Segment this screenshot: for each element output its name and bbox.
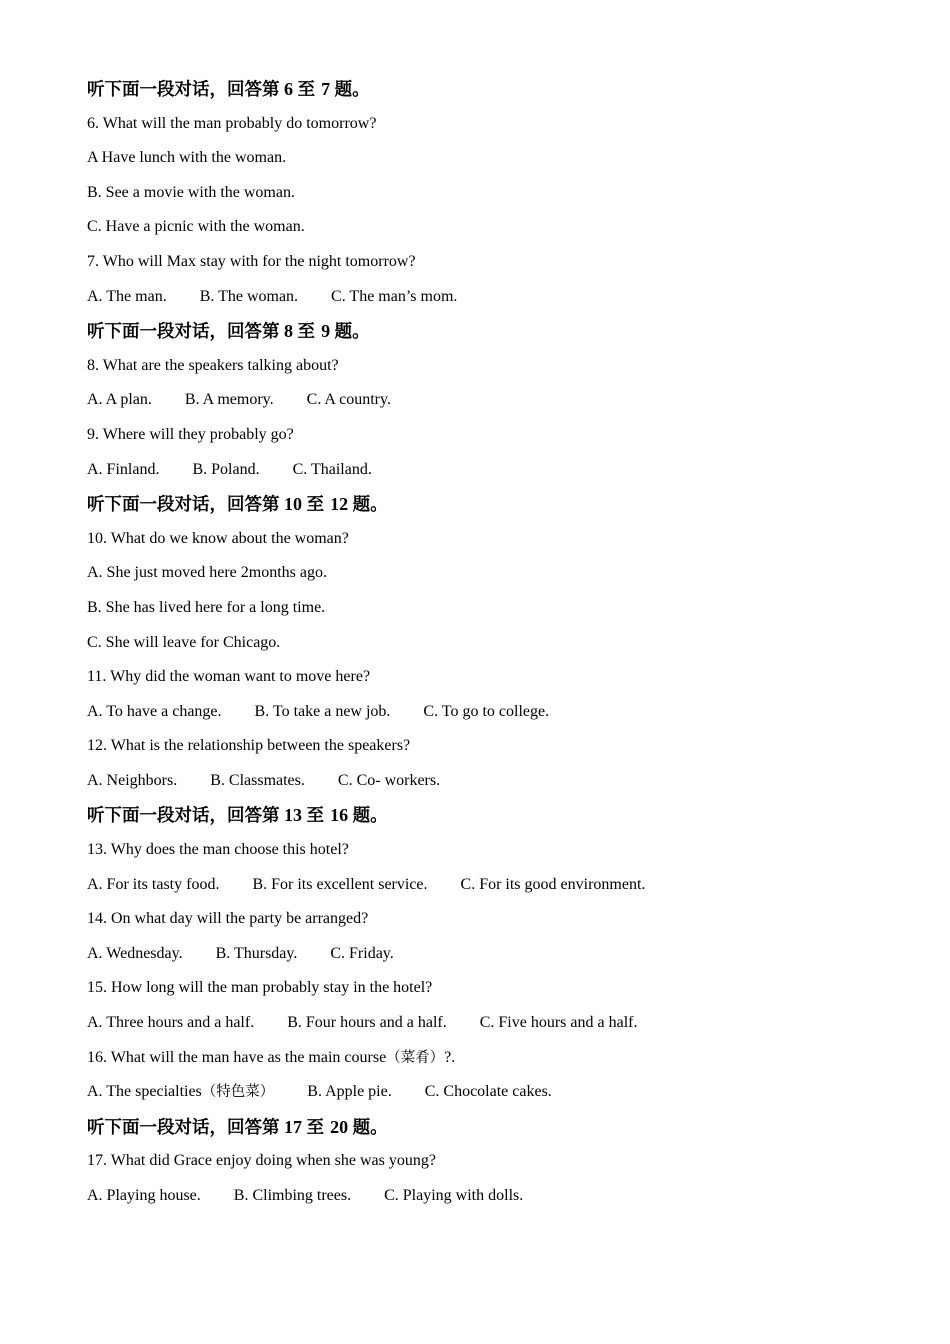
answer-option: B. The woman. — [199, 287, 299, 305]
heading-part-a: 8 — [279, 321, 298, 342]
heading-part-post: 题。 — [352, 1117, 388, 1138]
answer-option: C. Playing with dolls. — [384, 1187, 524, 1204]
heading-part-b: 9 — [321, 321, 335, 342]
heading-part-a: 6 — [279, 79, 298, 99]
options-row — [87, 937, 887, 972]
options-row — [87, 280, 887, 315]
options-row — [87, 453, 887, 488]
heading-part-mid: 至 — [306, 1117, 331, 1138]
section-heading — [87, 487, 887, 522]
answer-option: A. To have a change. — [87, 702, 222, 720]
answer-option: C. For its good environment. — [460, 875, 646, 893]
heading-part-post: 题。 — [334, 80, 370, 100]
answer-option: C. The man’s mom. — [331, 287, 458, 305]
answer-option: B. Apple pie. — [307, 1083, 392, 1101]
answer-option: A. Playing house. — [87, 1187, 201, 1204]
heading-part-b: 12 — [330, 494, 353, 515]
answer-option: B. For its excellent service. — [252, 875, 428, 893]
heading-part-b: 16 — [330, 805, 353, 826]
options-row — [87, 1006, 887, 1041]
answer-option: A. The specialties（特色菜） — [87, 1083, 275, 1101]
document-page — [87, 72, 887, 1214]
heading-part-mid: 至 — [306, 495, 331, 516]
heading-part-pre: 听下面一段对话，回答第 — [87, 806, 280, 827]
answer-option: C. Co- workers. — [337, 771, 441, 789]
section-heading — [87, 72, 887, 107]
answer-option: C. Chocolate cakes. — [424, 1083, 552, 1101]
answer-option: C. Friday. — [330, 944, 394, 962]
heading-part-a: 17 — [279, 1116, 307, 1137]
answer-option: A. She just moved here 2months ago. — [87, 564, 327, 582]
question-text: 6. What will the man probably do tomorrow? — [87, 114, 377, 132]
heading-part-mid: 至 — [297, 322, 322, 343]
question-text: 10. What do we know about the woman? — [87, 529, 349, 547]
answer-option: A Have lunch with the woman. — [87, 149, 287, 167]
question-text: 12. What is the relationship between the speakers? — [87, 737, 411, 755]
options-row — [87, 695, 887, 730]
answer-option: A. Wednesday. — [87, 944, 183, 962]
question-text: 9. Where will they probably go? — [87, 425, 294, 443]
question-text: 14. On what day will the party be arranged? — [87, 910, 369, 928]
answer-option: B. Thursday. — [215, 944, 298, 962]
options-row — [87, 764, 887, 799]
answer-option: A. Three hours and a half. — [87, 1014, 255, 1032]
answer-option: B. See a movie with the woman. — [87, 183, 295, 201]
answer-option: B. A memory. — [184, 391, 274, 409]
heading-part-post: 题。 — [352, 495, 388, 516]
options-row — [87, 383, 887, 418]
answer-option: C. Thailand. — [292, 460, 372, 478]
answer-option: C. A country. — [306, 391, 391, 409]
answer-option: B. Classmates. — [210, 771, 305, 789]
heading-part-mid: 至 — [297, 80, 322, 100]
section-heading — [87, 314, 887, 349]
answer-option: B. She has lived here for a long time. — [87, 598, 326, 616]
options-row — [87, 868, 887, 903]
answer-option: B. Climbing trees. — [233, 1187, 352, 1204]
heading-part-b: 7 — [321, 79, 335, 99]
heading-part-pre: 听下面一段对话，回答第 — [87, 80, 280, 100]
answer-option: C. Five hours and a half. — [479, 1014, 638, 1032]
answer-option: B. To take a new job. — [254, 702, 391, 720]
answer-option: B. Poland. — [192, 460, 260, 478]
answer-option: C. To go to college. — [423, 702, 550, 720]
options-row — [87, 1075, 887, 1110]
heading-part-mid: 至 — [306, 806, 331, 827]
heading-part-post: 题。 — [352, 806, 388, 827]
question-text: 7. Who will Max stay with for the night tomorrow? — [87, 252, 416, 270]
question-text: 16. What will the man have as the main course（菜肴）?. — [87, 1048, 456, 1066]
heading-part-b: 20 — [330, 1116, 353, 1137]
heading-part-post: 题。 — [334, 322, 370, 343]
question-text: 13. Why does the man choose this hotel? — [87, 841, 349, 859]
answer-option: A. Finland. — [87, 460, 160, 478]
answer-option: C. She will leave for Chicago. — [87, 633, 281, 651]
options-row — [87, 1179, 887, 1214]
answer-option: C. Have a picnic with the woman. — [87, 218, 305, 236]
answer-option: B. Four hours and a half. — [287, 1014, 447, 1032]
question-text: 11. Why did the woman want to move here? — [87, 668, 371, 686]
heading-part-pre: 听下面一段对话，回答第 — [87, 495, 280, 516]
answer-option: A. A plan. — [87, 391, 152, 409]
heading-part-a: 10 — [279, 494, 307, 515]
answer-option: A. Neighbors. — [87, 771, 178, 789]
answer-option: A. For its tasty food. — [87, 875, 220, 893]
heading-part-pre: 听下面一段对话，回答第 — [87, 322, 280, 343]
section-heading — [87, 1110, 887, 1145]
question-text: 8. What are the speakers talking about? — [87, 356, 339, 374]
heading-part-pre: 听下面一段对话，回答第 — [87, 1117, 280, 1138]
answer-option: A. The man. — [87, 287, 167, 305]
section-heading — [87, 798, 887, 833]
question-text: 17. What did Grace enjoy doing when she was young? — [87, 1152, 436, 1170]
heading-part-a: 13 — [279, 805, 307, 826]
question-text: 15. How long will the man probably stay in the hotel? — [87, 979, 433, 997]
